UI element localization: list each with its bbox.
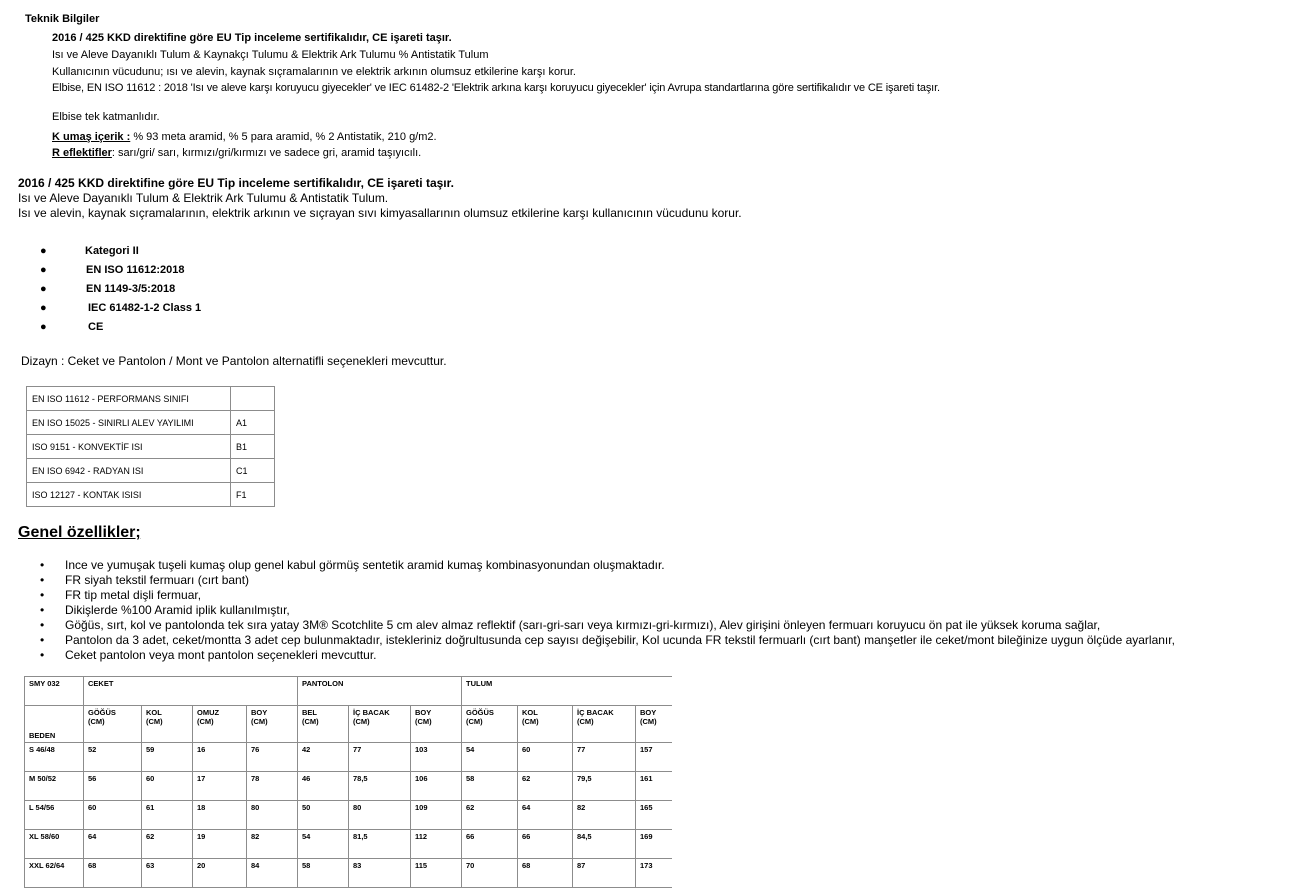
table-cell: 109 bbox=[411, 801, 462, 830]
table-cell: 60 bbox=[84, 801, 142, 830]
table-cell: 157 bbox=[636, 743, 672, 772]
column-header: BOY (CM) bbox=[247, 706, 298, 743]
table-cell: 16 bbox=[193, 743, 247, 772]
reflective-label: R eflektifler bbox=[52, 147, 112, 159]
table-cell: 165 bbox=[636, 801, 672, 830]
table-cell: 82 bbox=[573, 801, 636, 830]
standards-line: Elbise, EN ISO 11612 : 2018 'Isı ve aleve karşı koruyucu giyecekler' ve IEC 61482-2 'Elektrik arkına karşı koruyucu giyecekler' için Avrupa standartlarına göre sertifikalıdır ve CE işareti taşır. bbox=[52, 82, 940, 94]
table-cell: 115 bbox=[411, 859, 462, 888]
table-cell: C1 bbox=[231, 459, 275, 483]
table-cell: 59 bbox=[142, 743, 193, 772]
table-row bbox=[25, 706, 672, 743]
table-cell: 60 bbox=[518, 743, 573, 772]
bullet-icon: • bbox=[40, 573, 45, 587]
group-ceket: CEKET bbox=[84, 677, 298, 706]
model-cell: SMY 032 bbox=[25, 677, 84, 706]
column-header: OMUZ (CM) bbox=[193, 706, 247, 743]
cert-line-2: 2016 / 425 KKD direktifine göre EU Tip inceleme sertifikalıdır, CE işareti taşır. bbox=[18, 176, 454, 190]
column-header: GÖĞÜS (CM) bbox=[84, 706, 142, 743]
product-line: Isı ve Aleve Dayanıklı Tulum & Kaynakçı Tulumu & Elektrik Ark Tulumu % Antistatik Tulum bbox=[52, 49, 489, 61]
table-cell: 20 bbox=[193, 859, 247, 888]
table-cell: 77 bbox=[573, 743, 636, 772]
table-cell: 80 bbox=[247, 801, 298, 830]
protection-line: Kullanıcının vücudunu; ısı ve alevin, kaynak sıçramalarının ve elektrik arkının olumsuz etkilerine karşı korur. bbox=[52, 66, 576, 78]
table-cell: B1 bbox=[231, 435, 275, 459]
table-cell: 84 bbox=[247, 859, 298, 888]
bullet-icon: • bbox=[40, 588, 45, 602]
size-cell: XXL 62/64 bbox=[25, 859, 84, 888]
bullet-icon: • bbox=[40, 618, 45, 632]
performance-table bbox=[26, 386, 275, 507]
column-header: BEL (CM) bbox=[298, 706, 349, 743]
table-cell: 161 bbox=[636, 772, 672, 801]
column-header: GÖĞÜS (CM) bbox=[462, 706, 518, 743]
table-row bbox=[25, 772, 672, 801]
table-cell: 77 bbox=[349, 743, 411, 772]
layer-line: Elbise tek katmanlıdır. bbox=[52, 111, 160, 123]
table-cell: 68 bbox=[518, 859, 573, 888]
table-cell: 63 bbox=[142, 859, 193, 888]
list-item-text: FR tip metal dişli fermuar, bbox=[65, 588, 202, 602]
table-cell: 52 bbox=[84, 743, 142, 772]
table-cell: 46 bbox=[298, 772, 349, 801]
table-cell: 82 bbox=[247, 830, 298, 859]
reflective-line bbox=[52, 147, 421, 159]
table-cell: 50 bbox=[298, 801, 349, 830]
group-tulum: TULUM bbox=[462, 677, 672, 706]
bullet-icon: ● bbox=[40, 245, 47, 257]
table-cell: 60 bbox=[142, 772, 193, 801]
table-row bbox=[25, 830, 672, 859]
table-cell: 83 bbox=[349, 859, 411, 888]
column-header: KOL (CM) bbox=[518, 706, 573, 743]
product-line-2: Isı ve Aleve Dayanıklı Tulum & Elektrik Ark Tulumu & Antistatik Tulum. bbox=[18, 191, 389, 205]
table-row bbox=[25, 859, 672, 888]
table-cell: 81,5 bbox=[349, 830, 411, 859]
table-cell: 61 bbox=[142, 801, 193, 830]
table-cell: 70 bbox=[462, 859, 518, 888]
list-item-text: Ceket pantolon veya mont pantolon seçenekleri mevcuttur. bbox=[65, 648, 377, 662]
table-cell: 58 bbox=[298, 859, 349, 888]
section-heading: Teknik Bilgiler bbox=[25, 13, 100, 25]
table-cell: 78,5 bbox=[349, 772, 411, 801]
table-cell: 103 bbox=[411, 743, 462, 772]
table-cell: 58 bbox=[462, 772, 518, 801]
table-cell: 76 bbox=[247, 743, 298, 772]
table-cell: ISO 9151 - KONVEKTİF ISI bbox=[27, 435, 231, 459]
bullet-icon: • bbox=[40, 633, 45, 647]
table-cell: 64 bbox=[518, 801, 573, 830]
standard-label: CE bbox=[88, 321, 104, 333]
table-cell bbox=[231, 387, 275, 411]
table-cell: 62 bbox=[142, 830, 193, 859]
standard-label: EN ISO 11612:2018 bbox=[86, 264, 185, 276]
column-header: BOY (CM) bbox=[411, 706, 462, 743]
size-table bbox=[24, 676, 672, 888]
column-header: İÇ BACAK (CM) bbox=[573, 706, 636, 743]
size-cell: S 46/48 bbox=[25, 743, 84, 772]
standard-label: EN 1149-3/5:2018 bbox=[86, 283, 176, 295]
table-row bbox=[25, 801, 672, 830]
table-cell: 79,5 bbox=[573, 772, 636, 801]
standard-label: Kategori II bbox=[85, 245, 139, 257]
size-label: BEDEN bbox=[25, 706, 84, 743]
list-item-text: Dikişlerde %100 Aramid iplik kullanılmıştır, bbox=[65, 603, 290, 617]
bullet-icon: • bbox=[40, 648, 45, 662]
size-cell: XL 58/60 bbox=[25, 830, 84, 859]
table-cell: 18 bbox=[193, 801, 247, 830]
protection-line-2: Isı ve alevin, kaynak sıçramalarının, elektrik arkının ve sıçrayan sıvı kimyasallarının olumsuz etkilerine karşı kullanıcının vücudunu korur. bbox=[18, 206, 742, 220]
column-header: İÇ BACAK (CM) bbox=[349, 706, 411, 743]
table-cell: 54 bbox=[462, 743, 518, 772]
table-row bbox=[27, 459, 275, 483]
table-cell: 87 bbox=[573, 859, 636, 888]
table-row bbox=[25, 677, 672, 706]
bullet-icon: ● bbox=[40, 283, 47, 295]
fabric-value: % 93 meta aramid, % 5 para aramid, % 2 Antistatik, 210 g/m2. bbox=[130, 131, 437, 143]
general-title: Genel özellikler; bbox=[18, 524, 141, 541]
bullet-icon: ● bbox=[40, 264, 47, 276]
table-cell: 17 bbox=[193, 772, 247, 801]
column-header: BOY (CM) bbox=[636, 706, 672, 743]
size-cell: L 54/56 bbox=[25, 801, 84, 830]
table-cell: 19 bbox=[193, 830, 247, 859]
table-cell: 54 bbox=[298, 830, 349, 859]
table-row bbox=[27, 483, 275, 507]
list-item-text: Pantolon da 3 adet, ceket/montta 3 adet cep bulunmaktadır, istekleriniz doğrultusunda cep sayısı değişebilir, Kol ucunda FR tekstil fermuarlı (cırt bant) manşetler ile ceket/mont bileğinize uygun ölçüde ayarlanır, bbox=[65, 633, 1175, 647]
table-cell: A1 bbox=[231, 411, 275, 435]
table-cell: 84,5 bbox=[573, 830, 636, 859]
table-cell: 66 bbox=[462, 830, 518, 859]
table-cell: 62 bbox=[462, 801, 518, 830]
table-cell: 56 bbox=[84, 772, 142, 801]
table-cell: 173 bbox=[636, 859, 672, 888]
table-cell: EN ISO 15025 - SINIRLI ALEV YAYILIMI bbox=[27, 411, 231, 435]
bullet-icon: ● bbox=[40, 302, 47, 314]
table-row bbox=[27, 387, 275, 411]
table-cell: 64 bbox=[84, 830, 142, 859]
bullet-icon: • bbox=[40, 603, 45, 617]
list-item-text: Göğüs, sırt, kol ve pantolonda tek sıra yatay 3M® Scotchlite 5 cm alev almaz reflektif (sarı-gri-sarı veya kırmızı-gri-kırmızı), Alev girişini önleyen fermuarı koruyucu ön pat ile yüksek koruma sağlar, bbox=[65, 618, 1101, 632]
table-cell: 42 bbox=[298, 743, 349, 772]
table-cell: ISO 12127 - KONTAK ISISI bbox=[27, 483, 231, 507]
design-line: Dizayn : Ceket ve Pantolon / Mont ve Pantolon alternatifli seçenekleri mevcuttur. bbox=[21, 354, 447, 368]
table-cell: 112 bbox=[411, 830, 462, 859]
size-cell: M 50/52 bbox=[25, 772, 84, 801]
table-cell: 62 bbox=[518, 772, 573, 801]
table-cell: EN ISO 11612 - PERFORMANS SINIFI bbox=[27, 387, 231, 411]
bullet-icon: ● bbox=[40, 321, 47, 333]
fabric-label: K umaş içerik : bbox=[52, 131, 131, 143]
column-header: KOL (CM) bbox=[142, 706, 193, 743]
table-cell: 169 bbox=[636, 830, 672, 859]
size-table-wrapper bbox=[24, 676, 675, 889]
table-cell: 78 bbox=[247, 772, 298, 801]
fabric-line bbox=[52, 131, 437, 143]
table-cell: F1 bbox=[231, 483, 275, 507]
table-row bbox=[27, 435, 275, 459]
standard-label: IEC 61482-1-2 Class 1 bbox=[88, 302, 202, 314]
list-item-text: Ince ve yumuşak tuşeli kumaş olup genel kabul görmüş sentetik aramid kumaş kombinasyonundan oluşmaktadır. bbox=[65, 558, 665, 572]
table-row bbox=[27, 411, 275, 435]
table-cell: EN ISO 6942 - RADYAN ISI bbox=[27, 459, 231, 483]
group-pantolon: PANTOLON bbox=[298, 677, 462, 706]
list-item-text: FR siyah tekstil fermuarı (cırt bant) bbox=[65, 573, 250, 587]
cert-line: 2016 / 425 KKD direktifine göre EU Tip inceleme sertifikalıdır, CE işareti taşır. bbox=[52, 32, 452, 44]
table-cell: 68 bbox=[84, 859, 142, 888]
table-cell: 80 bbox=[349, 801, 411, 830]
table-row bbox=[25, 743, 672, 772]
reflective-value: : sarı/gri/ sarı, kırmızı/gri/kırmızı ve sadece gri, aramid taşıyıcılı. bbox=[111, 147, 422, 159]
table-cell: 106 bbox=[411, 772, 462, 801]
bullet-icon: • bbox=[40, 558, 45, 572]
table-cell: 66 bbox=[518, 830, 573, 859]
